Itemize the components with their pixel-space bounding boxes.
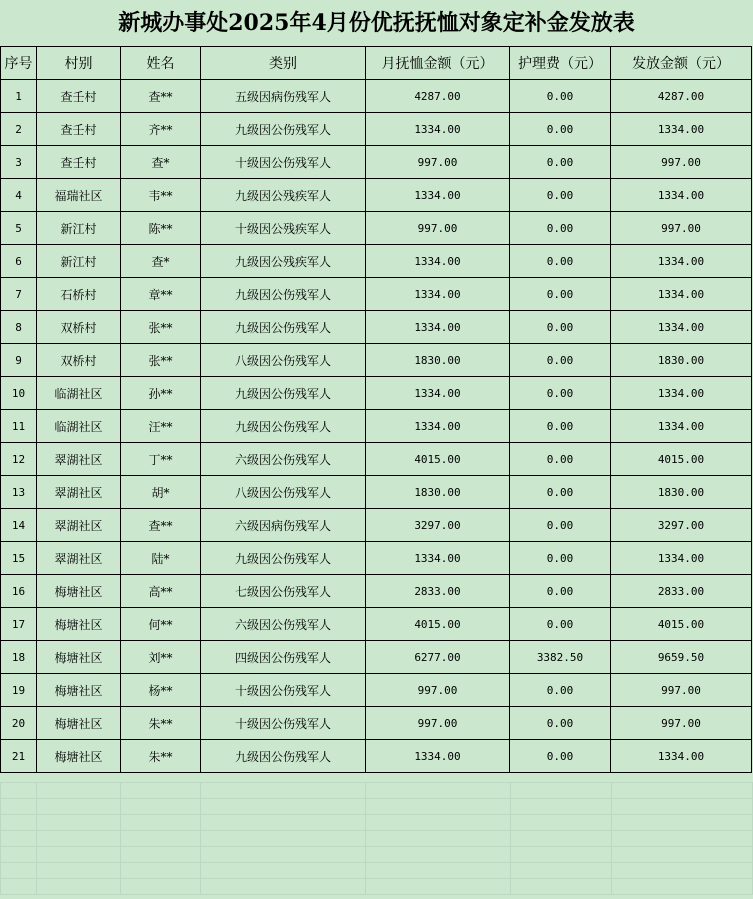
empty-cell[interactable] [510, 847, 611, 863]
table-row [1, 179, 752, 212]
cell-payout-amount[interactable]: 1334.00 [611, 278, 752, 311]
cell-monthly-amount[interactable]: 997.00 [366, 674, 510, 707]
cell-payout-amount[interactable]: 1334.00 [611, 311, 752, 344]
cell-monthly-amount[interactable]: 4015.00 [366, 608, 510, 641]
cell-payout-amount[interactable]: 2833.00 [611, 575, 752, 608]
cell-index[interactable]: 1 [1, 80, 37, 113]
cell-nursing-fee[interactable]: 3382.50 [510, 641, 611, 674]
empty-grid-row [1, 831, 753, 847]
table-row [1, 410, 752, 443]
empty-cell[interactable] [366, 815, 510, 831]
cell-monthly-amount[interactable]: 1334.00 [366, 113, 510, 146]
cell-category[interactable]: 六级因病伤残军人 [201, 509, 366, 542]
empty-cell[interactable] [37, 783, 121, 799]
cell-category[interactable]: 九级因公伤残军人 [201, 740, 366, 773]
cell-payout-amount[interactable]: 9659.50 [611, 641, 752, 674]
cell-nursing-fee[interactable]: 0.00 [510, 740, 611, 773]
cell-name[interactable]: 杨** [121, 674, 201, 707]
empty-cell[interactable] [201, 799, 366, 815]
cell-index[interactable]: 3 [1, 146, 37, 179]
empty-cell[interactable] [37, 799, 121, 815]
cell-category[interactable]: 九级因公伤残军人 [201, 377, 366, 410]
cell-village[interactable]: 梅塘社区 [37, 674, 121, 707]
cell-village[interactable]: 临湖社区 [37, 377, 121, 410]
empty-grid-row [1, 879, 753, 895]
cell-nursing-fee[interactable]: 0.00 [510, 410, 611, 443]
cell-village[interactable]: 福瑞社区 [37, 179, 121, 212]
cell-village[interactable]: 查壬村 [37, 146, 121, 179]
cell-category[interactable]: 六级因公伤残军人 [201, 443, 366, 476]
empty-cell[interactable] [611, 863, 752, 879]
empty-cell[interactable] [366, 831, 510, 847]
empty-cell[interactable] [121, 847, 201, 863]
cell-category[interactable]: 五级因病伤残军人 [201, 80, 366, 113]
cell-name[interactable]: 胡* [121, 476, 201, 509]
cell-monthly-amount[interactable]: 1830.00 [366, 476, 510, 509]
empty-cell[interactable] [121, 831, 201, 847]
cell-village[interactable]: 梅塘社区 [37, 707, 121, 740]
cell-monthly-amount[interactable]: 4287.00 [366, 80, 510, 113]
cell-nursing-fee[interactable]: 0.00 [510, 509, 611, 542]
empty-cell[interactable] [201, 847, 366, 863]
table-row [1, 641, 752, 674]
cell-name[interactable]: 张** [121, 344, 201, 377]
empty-grid-row [1, 863, 753, 879]
empty-cell[interactable] [510, 831, 611, 847]
table-row [1, 245, 752, 278]
cell-monthly-amount[interactable]: 6277.00 [366, 641, 510, 674]
table-row [1, 212, 752, 245]
cell-payout-amount[interactable]: 1334.00 [611, 179, 752, 212]
cell-village[interactable]: 梅塘社区 [37, 575, 121, 608]
cell-index[interactable]: 11 [1, 410, 37, 443]
cell-monthly-amount[interactable]: 1334.00 [366, 245, 510, 278]
table-row [1, 674, 752, 707]
cell-index[interactable]: 9 [1, 344, 37, 377]
cell-village[interactable]: 翠湖社区 [37, 509, 121, 542]
cell-category[interactable]: 九级因公伤残军人 [201, 410, 366, 443]
cell-index[interactable]: 14 [1, 509, 37, 542]
empty-cell[interactable] [37, 863, 121, 879]
cell-payout-amount[interactable]: 997.00 [611, 146, 752, 179]
empty-cell[interactable] [37, 847, 121, 863]
cell-payout-amount[interactable]: 4015.00 [611, 608, 752, 641]
cell-category[interactable]: 十级因公伤残军人 [201, 146, 366, 179]
cell-monthly-amount[interactable]: 997.00 [366, 707, 510, 740]
empty-cell[interactable] [201, 863, 366, 879]
cell-village[interactable]: 新江村 [37, 245, 121, 278]
cell-index[interactable]: 5 [1, 212, 37, 245]
sheet-title: 新城办事处2025年4月份优抚抚恤对象定补金发放表 [118, 10, 635, 36]
cell-nursing-fee[interactable]: 0.00 [510, 542, 611, 575]
empty-cell[interactable] [611, 831, 752, 847]
cell-payout-amount[interactable]: 1334.00 [611, 113, 752, 146]
spreadsheet-table-area [0, 46, 753, 773]
header-monthly-amount[interactable]: 月抚恤金额（元） [366, 47, 510, 80]
empty-cell[interactable] [611, 815, 752, 831]
cell-index[interactable]: 8 [1, 311, 37, 344]
cell-nursing-fee[interactable]: 0.00 [510, 707, 611, 740]
table-row [1, 377, 752, 410]
empty-cell[interactable] [366, 799, 510, 815]
cell-village[interactable]: 石桥村 [37, 278, 121, 311]
cell-nursing-fee[interactable]: 0.00 [510, 476, 611, 509]
empty-cell[interactable] [366, 783, 510, 799]
cell-monthly-amount[interactable]: 1334.00 [366, 410, 510, 443]
cell-nursing-fee[interactable]: 0.00 [510, 113, 611, 146]
table-row [1, 113, 752, 146]
table-row [1, 509, 752, 542]
empty-sheet-grid [0, 782, 753, 895]
empty-cell[interactable] [611, 879, 752, 895]
table-row [1, 707, 752, 740]
cell-village[interactable]: 双桥村 [37, 311, 121, 344]
cell-name[interactable]: 齐** [121, 113, 201, 146]
empty-cell[interactable] [510, 783, 611, 799]
cell-category[interactable]: 九级因公伤残军人 [201, 311, 366, 344]
empty-cell[interactable] [201, 879, 366, 895]
empty-cell[interactable] [1, 831, 37, 847]
cell-monthly-amount[interactable]: 1830.00 [366, 344, 510, 377]
empty-cell[interactable] [37, 815, 121, 831]
cell-index[interactable]: 4 [1, 179, 37, 212]
cell-payout-amount[interactable]: 4015.00 [611, 443, 752, 476]
cell-village[interactable]: 临湖社区 [37, 410, 121, 443]
cell-village[interactable]: 梅塘社区 [37, 740, 121, 773]
cell-monthly-amount[interactable]: 4015.00 [366, 443, 510, 476]
empty-cell[interactable] [366, 847, 510, 863]
cell-payout-amount[interactable]: 1830.00 [611, 476, 752, 509]
cell-category[interactable]: 九级因公残疾军人 [201, 179, 366, 212]
cell-village[interactable]: 翠湖社区 [37, 542, 121, 575]
table-row [1, 80, 752, 113]
empty-cell[interactable] [121, 799, 201, 815]
cell-index[interactable]: 6 [1, 245, 37, 278]
cell-payout-amount[interactable]: 997.00 [611, 212, 752, 245]
cell-payout-amount[interactable]: 1334.00 [611, 542, 752, 575]
cell-village[interactable]: 新江村 [37, 212, 121, 245]
cell-index[interactable]: 10 [1, 377, 37, 410]
cell-payout-amount[interactable]: 1334.00 [611, 410, 752, 443]
cell-village[interactable]: 翠湖社区 [37, 443, 121, 476]
empty-grid-row [1, 799, 753, 815]
cell-payout-amount[interactable]: 1334.00 [611, 245, 752, 278]
cell-payout-amount[interactable]: 1334.00 [611, 740, 752, 773]
cell-nursing-fee[interactable]: 0.00 [510, 377, 611, 410]
cell-category[interactable]: 六级因公伤残军人 [201, 608, 366, 641]
empty-cell[interactable] [510, 879, 611, 895]
table-row [1, 146, 752, 179]
cell-name[interactable]: 陆* [121, 542, 201, 575]
cell-category[interactable]: 八级因公伤残军人 [201, 476, 366, 509]
cell-nursing-fee[interactable]: 0.00 [510, 344, 611, 377]
table-row [1, 278, 752, 311]
cell-index[interactable]: 21 [1, 740, 37, 773]
cell-payout-amount[interactable]: 1334.00 [611, 377, 752, 410]
empty-cell[interactable] [611, 783, 752, 799]
cell-nursing-fee[interactable]: 0.00 [510, 146, 611, 179]
cell-index[interactable]: 19 [1, 674, 37, 707]
cell-nursing-fee[interactable]: 0.00 [510, 575, 611, 608]
empty-cell[interactable] [510, 799, 611, 815]
empty-cell[interactable] [1, 863, 37, 879]
table-row [1, 311, 752, 344]
empty-cell[interactable] [1, 799, 37, 815]
empty-grid-row [1, 847, 753, 863]
cell-name[interactable]: 刘** [121, 641, 201, 674]
cell-name[interactable]: 朱** [121, 740, 201, 773]
empty-cell[interactable] [510, 815, 611, 831]
empty-cell[interactable] [37, 879, 121, 895]
empty-cell[interactable] [201, 815, 366, 831]
cell-nursing-fee[interactable]: 0.00 [510, 608, 611, 641]
table-row [1, 575, 752, 608]
cell-name[interactable]: 丁** [121, 443, 201, 476]
table-row [1, 476, 752, 509]
header-name[interactable]: 姓名 [121, 47, 201, 80]
empty-grid-row [1, 815, 753, 831]
header-nursing-fee[interactable]: 护理费（元） [510, 47, 611, 80]
cell-name[interactable]: 韦** [121, 179, 201, 212]
cell-monthly-amount[interactable]: 3297.00 [366, 509, 510, 542]
empty-cell[interactable] [121, 783, 201, 799]
cell-name[interactable]: 高** [121, 575, 201, 608]
cell-monthly-amount[interactable]: 997.00 [366, 212, 510, 245]
empty-cell[interactable] [201, 783, 366, 799]
empty-cell[interactable] [121, 863, 201, 879]
cell-payout-amount[interactable]: 4287.00 [611, 80, 752, 113]
cell-nursing-fee[interactable]: 0.00 [510, 674, 611, 707]
empty-cell[interactable] [366, 879, 510, 895]
header-village[interactable]: 村别 [37, 47, 121, 80]
cell-name[interactable]: 查* [121, 146, 201, 179]
empty-cell[interactable] [1, 783, 37, 799]
cell-name[interactable]: 章** [121, 278, 201, 311]
cell-category[interactable]: 四级因公伤残军人 [201, 641, 366, 674]
cell-nursing-fee[interactable]: 0.00 [510, 443, 611, 476]
cell-index[interactable]: 18 [1, 641, 37, 674]
table-row [1, 443, 752, 476]
cell-village[interactable]: 梅塘社区 [37, 641, 121, 674]
cell-name[interactable]: 汪** [121, 410, 201, 443]
cell-name[interactable]: 何** [121, 608, 201, 641]
cell-monthly-amount[interactable]: 1334.00 [366, 179, 510, 212]
cell-monthly-amount[interactable]: 2833.00 [366, 575, 510, 608]
cell-name[interactable]: 孙** [121, 377, 201, 410]
table-row [1, 740, 752, 773]
cell-category[interactable]: 八级因公伤残军人 [201, 344, 366, 377]
data-table [0, 46, 752, 773]
empty-cell[interactable] [611, 847, 752, 863]
cell-name[interactable]: 张** [121, 311, 201, 344]
empty-cell[interactable] [37, 831, 121, 847]
cell-category[interactable]: 十级因公伤残军人 [201, 707, 366, 740]
header-payout-amount[interactable]: 发放金额（元） [611, 47, 752, 80]
cell-category[interactable]: 九级因公伤残军人 [201, 542, 366, 575]
cell-village[interactable]: 查壬村 [37, 113, 121, 146]
cell-index[interactable]: 7 [1, 278, 37, 311]
cell-index[interactable]: 13 [1, 476, 37, 509]
cell-payout-amount[interactable]: 3297.00 [611, 509, 752, 542]
cell-payout-amount[interactable]: 1830.00 [611, 344, 752, 377]
empty-cell[interactable] [121, 815, 201, 831]
empty-cell[interactable] [1, 815, 37, 831]
cell-category[interactable]: 九级因公伤残军人 [201, 278, 366, 311]
cell-name[interactable]: 朱** [121, 707, 201, 740]
cell-index[interactable]: 16 [1, 575, 37, 608]
table-row [1, 608, 752, 641]
cell-monthly-amount[interactable]: 1334.00 [366, 740, 510, 773]
cell-monthly-amount[interactable]: 1334.00 [366, 278, 510, 311]
empty-cell[interactable] [366, 863, 510, 879]
cell-index[interactable]: 12 [1, 443, 37, 476]
cell-category[interactable]: 九级因公伤残军人 [201, 113, 366, 146]
cell-nursing-fee[interactable]: 0.00 [510, 311, 611, 344]
table-row [1, 542, 752, 575]
cell-index[interactable]: 15 [1, 542, 37, 575]
cell-payout-amount[interactable]: 997.00 [611, 707, 752, 740]
empty-cell[interactable] [121, 879, 201, 895]
cell-monthly-amount[interactable]: 1334.00 [366, 311, 510, 344]
empty-cell[interactable] [1, 879, 37, 895]
cell-village[interactable]: 翠湖社区 [37, 476, 121, 509]
cell-village[interactable]: 查壬村 [37, 80, 121, 113]
cell-index[interactable]: 20 [1, 707, 37, 740]
empty-cell[interactable] [510, 863, 611, 879]
header-row [1, 47, 752, 80]
cell-name[interactable]: 查** [121, 509, 201, 542]
cell-name[interactable]: 查** [121, 80, 201, 113]
cell-payout-amount[interactable]: 997.00 [611, 674, 752, 707]
cell-index[interactable]: 2 [1, 113, 37, 146]
cell-monthly-amount[interactable]: 997.00 [366, 146, 510, 179]
empty-cell[interactable] [611, 799, 752, 815]
cell-index[interactable]: 17 [1, 608, 37, 641]
header-index[interactable]: 序号 [1, 47, 37, 80]
cell-monthly-amount[interactable]: 1334.00 [366, 542, 510, 575]
cell-category[interactable]: 十级因公残疾军人 [201, 212, 366, 245]
empty-grid-row [1, 783, 753, 799]
cell-village[interactable]: 双桥村 [37, 344, 121, 377]
cell-category[interactable]: 九级因公残疾军人 [201, 245, 366, 278]
cell-nursing-fee[interactable]: 0.00 [510, 278, 611, 311]
cell-nursing-fee[interactable]: 0.00 [510, 212, 611, 245]
table-row [1, 344, 752, 377]
empty-cell[interactable] [1, 847, 37, 863]
cell-nursing-fee[interactable]: 0.00 [510, 245, 611, 278]
header-category[interactable]: 类别 [201, 47, 366, 80]
cell-name[interactable]: 陈** [121, 212, 201, 245]
cell-nursing-fee[interactable]: 0.00 [510, 179, 611, 212]
cell-category[interactable]: 十级因公伤残军人 [201, 674, 366, 707]
empty-cell[interactable] [201, 831, 366, 847]
cell-nursing-fee[interactable]: 0.00 [510, 80, 611, 113]
cell-monthly-amount[interactable]: 1334.00 [366, 377, 510, 410]
cell-category[interactable]: 七级因公伤残军人 [201, 575, 366, 608]
cell-village[interactable]: 梅塘社区 [37, 608, 121, 641]
cell-name[interactable]: 查* [121, 245, 201, 278]
